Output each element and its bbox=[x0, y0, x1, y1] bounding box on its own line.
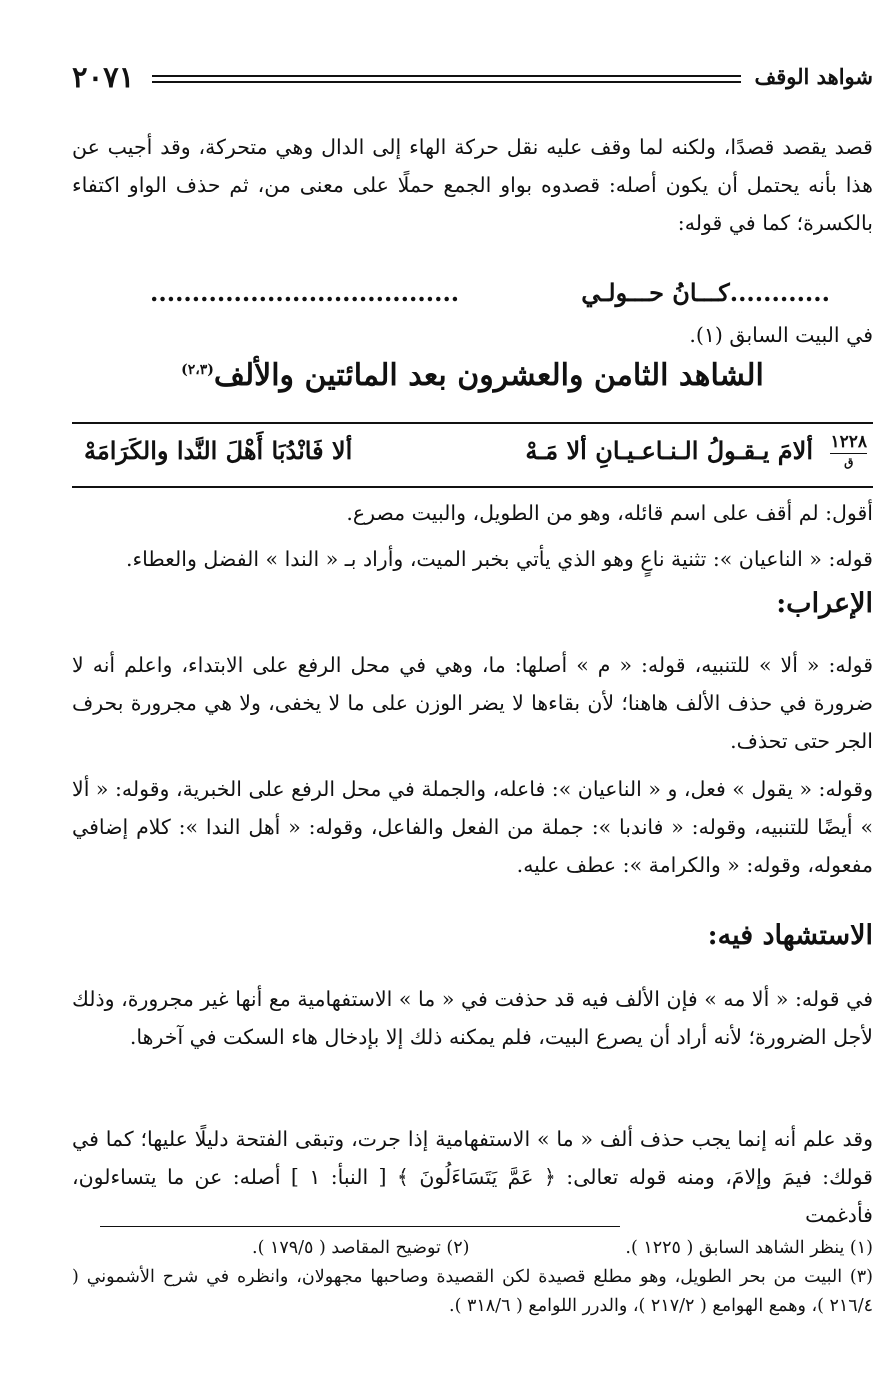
quoted-verse-fragment bbox=[150, 278, 830, 318]
footnote-separator bbox=[100, 1226, 620, 1227]
verse-second-hemistich: ألا فَانْدُبَا أَهْلَ النَّدا والكَرَامَهْ bbox=[84, 436, 353, 465]
footnotes bbox=[72, 1234, 873, 1321]
quoted-verse-right: ............كـــانُ حـــولـي bbox=[581, 278, 830, 307]
witness-footnote-ref: (٢،٣) bbox=[181, 362, 214, 378]
irab-heading: الإعراب: bbox=[776, 588, 873, 619]
verse-number-value: ١٢٢٨ bbox=[830, 432, 867, 452]
footnote-1: (١) ينظر الشاهد السابق ( ١٢٢٥ ). bbox=[625, 1238, 873, 1258]
irab-paragraph-2: وقوله: « يقول » فعل، و « الناعيان »: فاعله، والجملة في محل الرفع على الخبرية، وقوله: « ألا » أيضًا للتنبيه، وقوله: « فاندبا »: جملة من الفعل والفاعل، وقوله: « أهل الندا »: كلام إضافي مفعوله، وقوله: « والكرامة »: عطف عليه. bbox=[72, 777, 873, 877]
page-header bbox=[72, 62, 873, 96]
footnote-row bbox=[72, 1234, 873, 1263]
verse-box bbox=[72, 422, 873, 488]
page-number: ٢٠٧١ bbox=[72, 60, 135, 94]
aqul-paragraph: أقول: لم أقف على اسم قائله، وهو من الطويل، والبيت مصرع. bbox=[346, 501, 873, 525]
verse-first-hemistich: ألامَ يـقـولُ الـنـاعـيـانِ ألا مَـهْ bbox=[525, 436, 813, 465]
istishhad-heading: الاستشهاد فيه: bbox=[707, 920, 873, 951]
verse-marker: ق bbox=[830, 453, 867, 471]
shahid-paragraph-1: في قوله: « ألا مه » فإن الألف فيه قد حذفت في « ما » الاستفهامية مع أنها غير مجرورة، وذلك لأجل الضرورة؛ لأنه أراد أن يصرع البيت، فلم يمكنه ذلك إلا بإدخال هاء السكت في آخرها. bbox=[72, 987, 873, 1049]
header-double-rule bbox=[152, 75, 741, 83]
footnote-2: (٢) توضيح المقاصد ( ١٧٩/٥ ). bbox=[252, 1238, 470, 1258]
shahid-paragraph-2: وقد علم أنه إنما يجب حذف ألف « ما » الاستفهامية إذا جرت، وتبقى الفتحة دليلًا عليها؛ كما في قولك: فيمَ وإلامَ، ومنه قوله تعالى: ﴿ عَمَّ يَتَسَاءَلُونَ ﴾ [ النبأ: ١ ] أصله: عن ما يتساءلون، فأدغمت bbox=[72, 1127, 873, 1227]
intro-paragraph: قصد يقصد قصدًا، ولكنه لما وقف عليه نقل حركة الهاء إلى الدال وهي متحركة، وقد أجيب عن هذا بأنه يحتمل أن يكون أصله: قصدوه بواو الجمع حملًا على معنى من، ثم حذف الواو اكتفاء بالكسرة؛ كما في قوله: bbox=[72, 135, 873, 235]
witness-title-text: الشاهد الثامن والعشرون بعد المائتين والألف bbox=[213, 358, 764, 393]
witness-title bbox=[72, 358, 873, 393]
verse-number bbox=[830, 434, 867, 471]
previous-verse-note: في البيت السابق (١). bbox=[689, 323, 873, 347]
quoted-verse-left: ..................................... bbox=[150, 278, 460, 307]
irab-paragraph-1: قوله: « ألا » للتنبيه، قوله: « م » أصلها: ما، وهي في محل الرفع على الابتداء، واعلم أنه لا ضرورة في حذف الألف هاهنا؛ لأن بقاءها لا يضر الوزن على ما لا يخفى، ولا هي مجرورة بحرف الجر حتى تحذف. bbox=[72, 653, 873, 753]
footnote-3: (٣) البيت من بحر الطويل، وهو مطلع قصيدة لكن القصيدة وصاحبها مجهولان، وانظره في شرح الأشموني ( ٢١٦/٤ )، وهمع الهوامع ( ٢١٧/٢ )، والدرر اللوامع ( ٣١٨/٦ ). bbox=[72, 1267, 873, 1316]
running-title: شواهد الوقف bbox=[754, 64, 873, 89]
gloss-paragraph: قوله: « الناعيان »: تثنية ناعٍ وهو الذي يأتي بخبر الميت، وأراد بـ « الندا » الفضل والعطاء. bbox=[125, 547, 873, 571]
